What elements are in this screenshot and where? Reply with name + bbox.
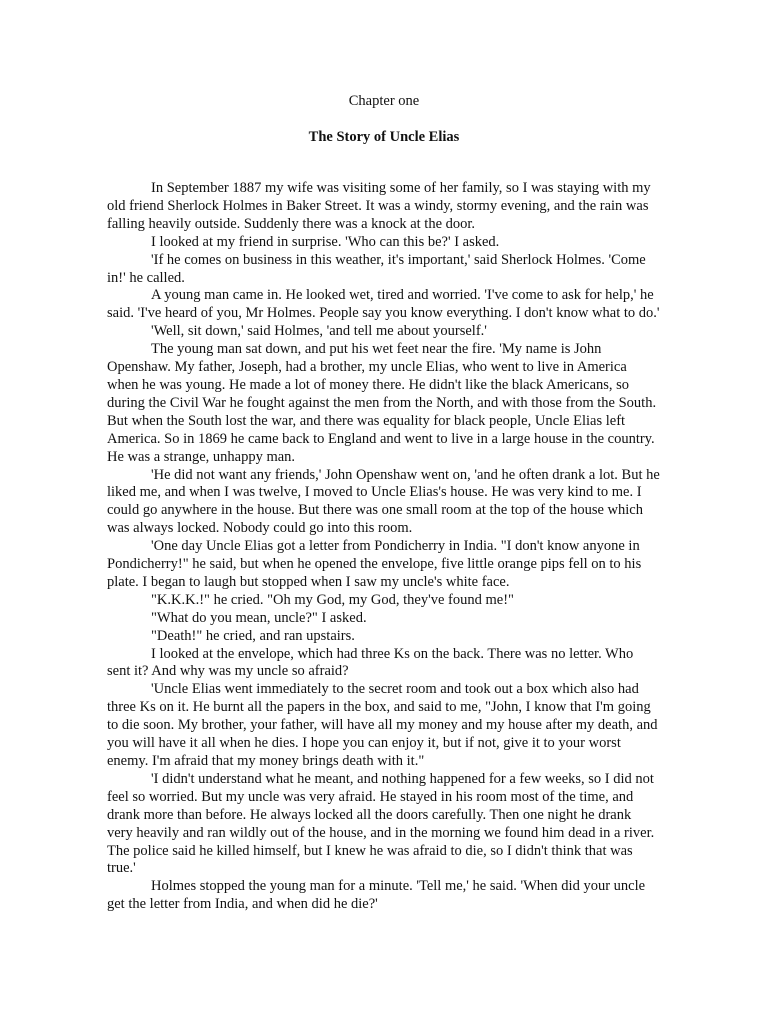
paragraph: 'One day Uncle Elias got a letter from Pondicherry in India. "I don't know anyone in Pondicherry!" he said, but when he opened the envelope, five little orange pips fell on to his plate. I began to laugh but stopped when I saw my uncle's white face. — [107, 538, 642, 590]
paragraph: In September 1887 my wife was visiting some of her family, so I was staying with my old friend Sherlock Holmes in Baker Street. It was a windy, stormy evening, and the rain was falling heavily outside. Suddenly there was a knock at the door. — [107, 180, 651, 232]
paragraph: A young man came in. He looked wet, tired and worried. 'I've come to ask for help,' he said. 'I've heard of you, Mr Holmes. People say you know everything. I don't know what to do.' — [107, 287, 660, 322]
paragraph: I looked at the envelope, which had three Ks on the back. There was no letter. Who sent it? And why was my uncle so afraid? — [107, 645, 634, 680]
paragraph: 'He did not want any friends,' John Openshaw went on, 'and he often drank a lot. But he liked me, and when I was twelve, I moved to Uncle Elias's house. He was very kind to me. I could go anywhere in the house. But there was one small room at the top of the house which was always locked. Nobody could go into this room. — [107, 466, 660, 537]
paragraph: The young man sat down, and put his wet feet near the fire. 'My name is John Openshaw. My father, Joseph, had a brother, my uncle Elias, who went to live in America when he was young. He made a lot of money there. He didn't like the black Americans, so during the Civil War he fought against the men from the North, and with those from the South. But when the South lost the war, and there was equality for black people, Uncle Elias left America. So in 1869 he came back to England and went to live in a large house in the country. He was a strange, unhappy man. — [107, 341, 657, 465]
paragraph: 'Well, sit down,' said Holmes, 'and tell me about yourself.' — [151, 323, 487, 340]
paragraph: "Death!" he cried, and ran upstairs. — [151, 627, 355, 644]
paragraph: 'If he comes on business in this weather, it's important,' said Sherlock Holmes. 'Come in!' he called. — [107, 251, 646, 286]
paragraph: I looked at my friend in surprise. 'Who can this be?' I asked. — [151, 233, 500, 250]
paragraph: 'I didn't understand what he meant, and nothing happened for a few weeks, so I did not feel so worried. But my uncle was very afraid. He stayed in his room most of the time, and drank more than before. He always locked all the doors carefully. Then one night he drank very heavily and ran wildly out of the house, and in the morning we found him dead in a river. The police said he killed himself, but I knew he was afraid to die, so I didn't think that was true.' — [107, 770, 655, 877]
paragraph: Holmes stopped the young man for a minute. 'Tell me,' he said. 'When did your uncle get the letter from India, and when did he die?' — [107, 878, 646, 913]
body-text — [107, 180, 660, 914]
chapter-title: The Story of Uncle Elias — [308, 129, 460, 145]
chapter-label: Chapter one — [348, 93, 420, 109]
paragraph: "K.K.K.!" he cried. "Oh my God, my God, they've found me!" — [151, 591, 514, 608]
paragraph: "What do you mean, uncle?" I asked. — [151, 609, 367, 626]
paragraph: 'Uncle Elias went immediately to the secret room and took out a box which also had three Ks on it. He burnt all the papers in the box, and said to me, "John, I know that I'm going to die soon. My brother, your father, will have all my money and my house after my death, and you will have it all when he dies. I hope you can enjoy it, but if not, give it to your worst enemy. I'm afraid that my money brings death with it." — [107, 681, 658, 769]
